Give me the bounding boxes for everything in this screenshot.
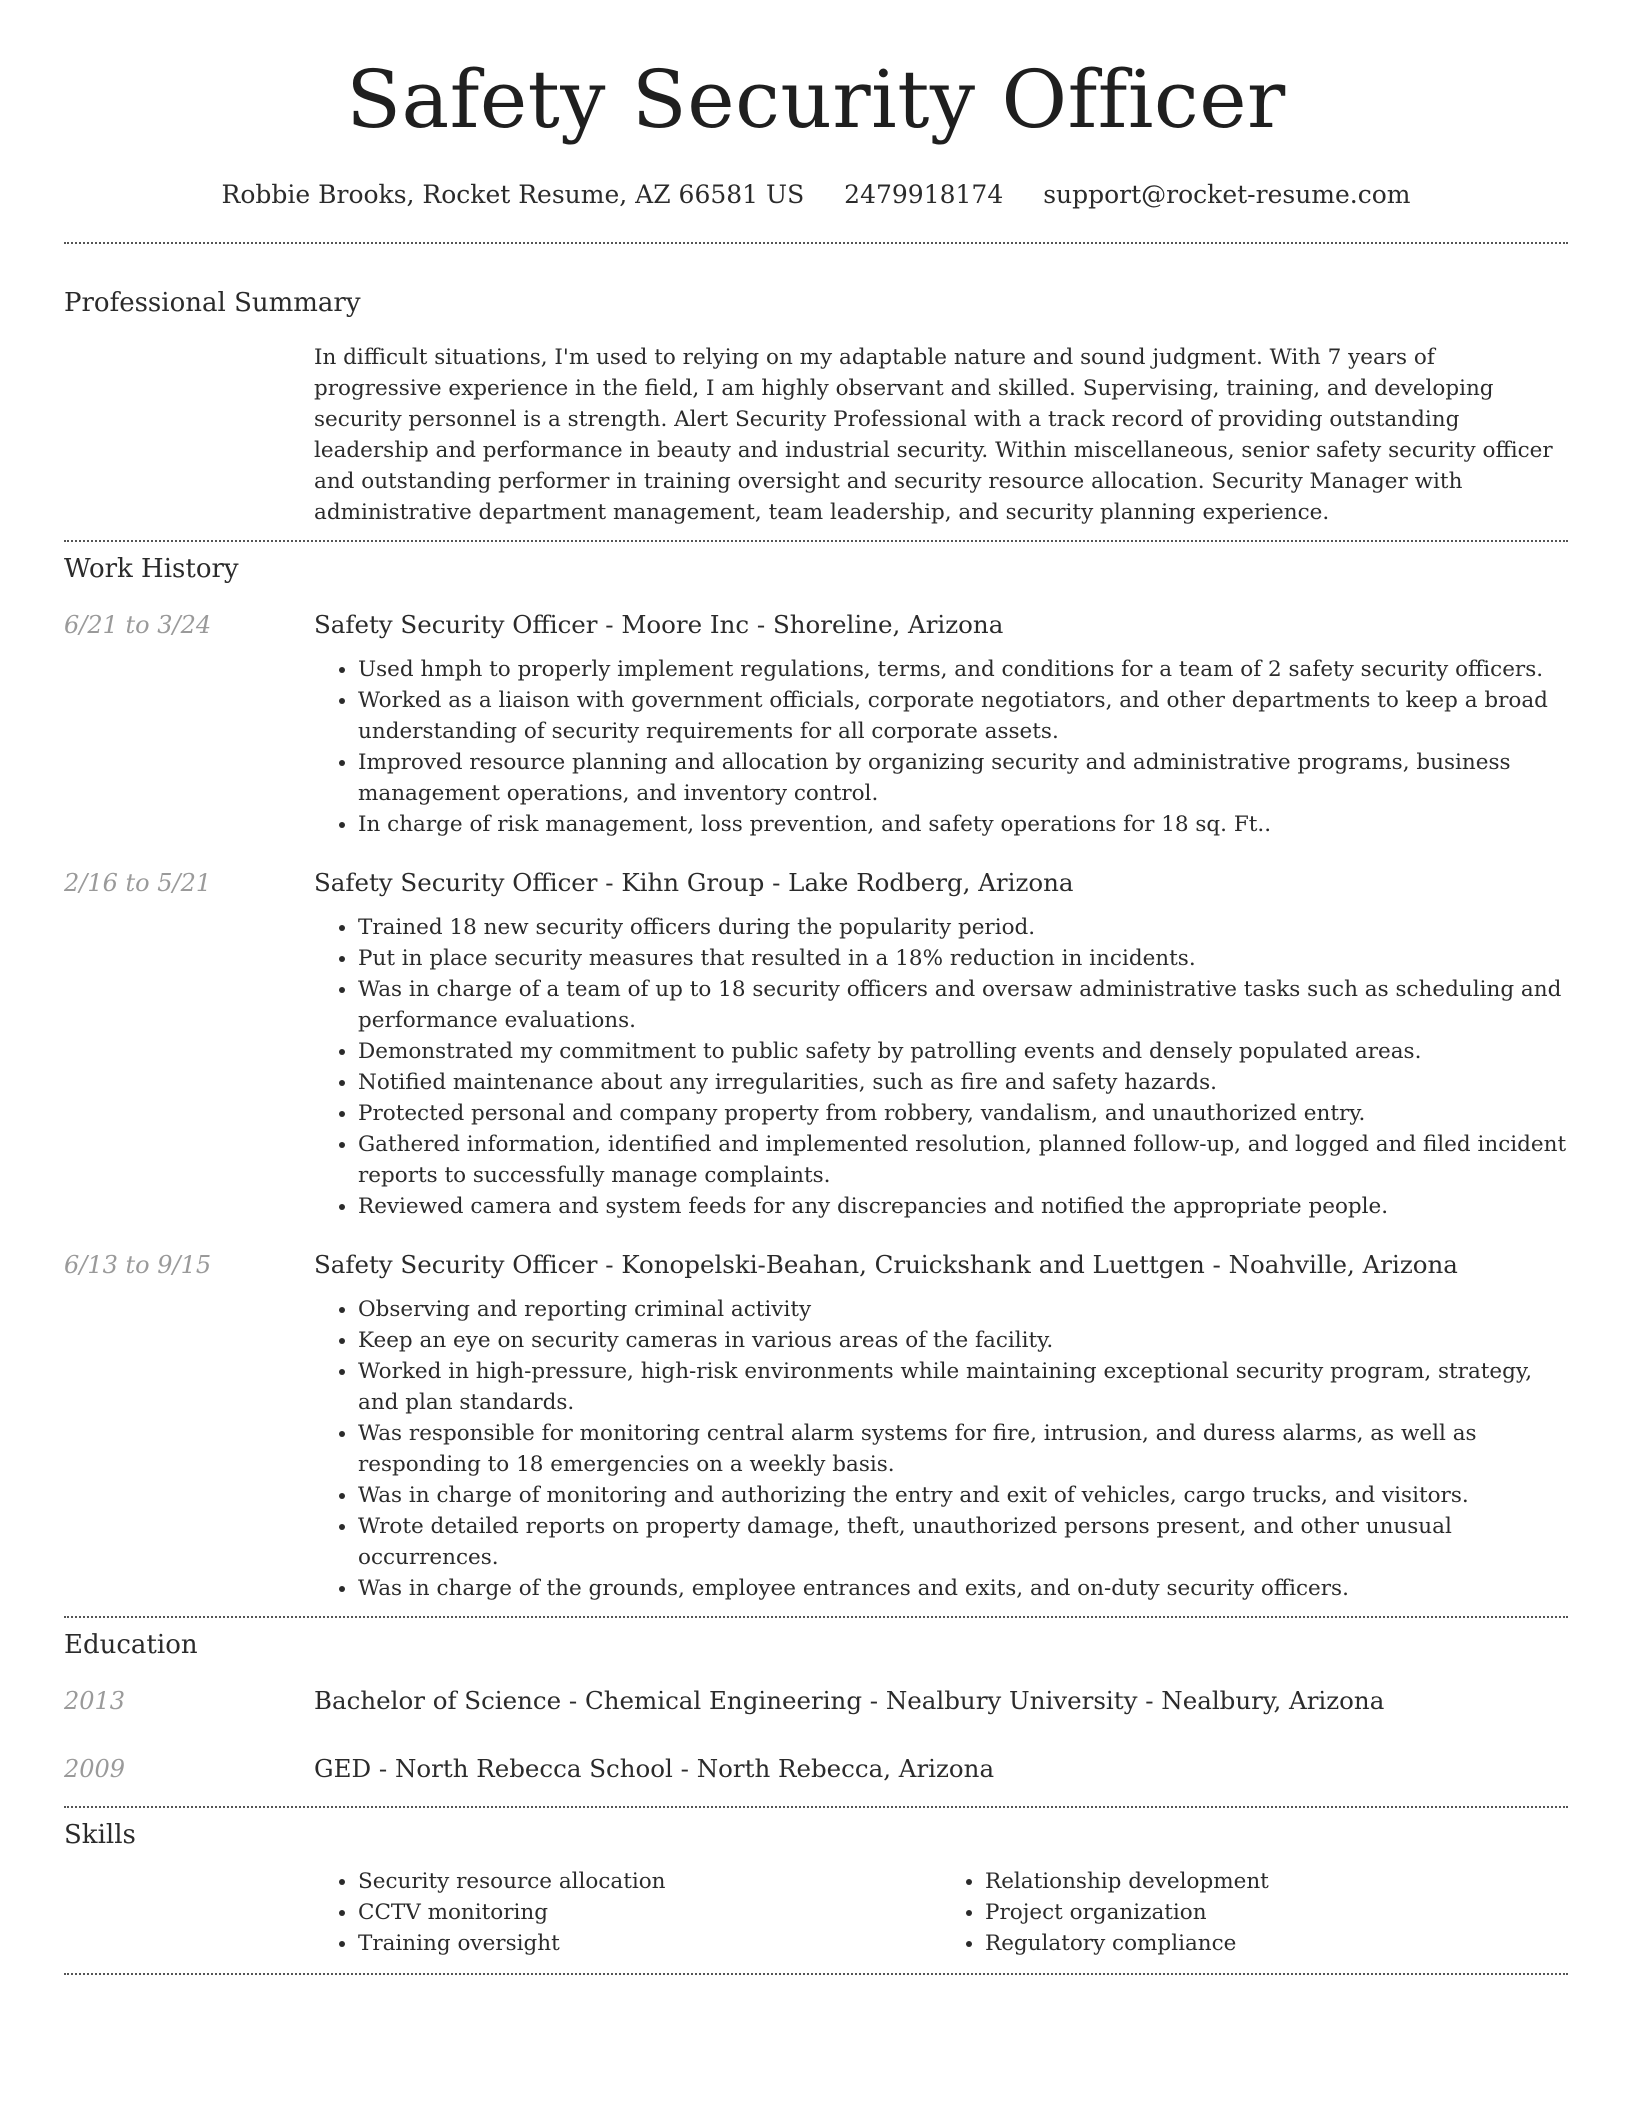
job-entry — [64, 866, 1568, 1222]
job-bullet: • Demonstrated my commitment to public safety by patrolling events and densely populated areas. — [358, 1036, 1568, 1067]
job-bullet: • Trained 18 new security officers during the popularity period. — [358, 912, 1568, 943]
resume-header — [64, 0, 1568, 212]
job-bullet: • Was in charge of monitoring and authorizing the entry and exit of vehicles, cargo trucks, and visitors. — [358, 1480, 1568, 1511]
job-bullet: • Worked as a liaison with government officials, corporate negotiators, and other departments to keep a broad understanding of security requirements for all corporate assets. — [358, 685, 1568, 747]
skills-list-right — [941, 1866, 1568, 1959]
education-year: 2009 — [64, 1755, 126, 1783]
job-bullet: • Worked in high-pressure, high-risk environments while maintaining exceptional security program, strategy, and plan standards. — [358, 1356, 1568, 1418]
skills-heading: Skills — [64, 1820, 136, 1850]
work-history-heading: Work History — [64, 554, 239, 584]
skills-section — [64, 1808, 1568, 1959]
job-dates: 6/21 to 3/24 — [64, 611, 212, 639]
job-bullet: • Reviewed camera and system feeds for any discrepancies and notified the appropriate people. — [358, 1191, 1568, 1222]
job-title: Safety Security Officer - Kihn Group - Lake Rodberg, Arizona — [314, 868, 1074, 897]
summary-heading: Professional Summary — [64, 288, 361, 318]
skills-columns — [314, 1866, 1568, 1959]
contact-email: support@rocket-resume.com — [1043, 180, 1411, 209]
job-title: Safety Security Officer - Konopelski-Beahan, Cruickshank and Luettgen - Noahville, Arizona — [314, 1250, 1458, 1279]
job-bullet: • Was in charge of the grounds, employee entrances and exits, and on-duty security officers. — [358, 1573, 1568, 1604]
resume-title: Safety Security Officer — [346, 53, 1286, 146]
job-bullet: • Protected personal and company property from robbery, vandalism, and unauthorized entry. — [358, 1098, 1568, 1129]
summary-section — [64, 244, 1568, 528]
job-bullet: • Gathered information, identified and implemented resolution, planned follow-up, and logged and filed incident reports to successfully manage complaints. — [358, 1129, 1568, 1191]
job-bullet: • Keep an eye on security cameras in various areas of the facility. — [358, 1325, 1568, 1356]
job-entry — [64, 1248, 1568, 1604]
skills-list-left — [314, 1866, 941, 1959]
summary-text: In difficult situations, I'm used to relying on my adaptable nature and sound judgment. With 7 years of progressive experience in the field, I am highly observant and skilled. Supervising, training, and developing security personnel is a strength. Alert Security Professional with a track record of providing outstanding leadership and performance in beauty and industrial security. Within miscellaneous, senior safety security officer and outstanding performer in training oversight and security resource allocation. Security Manager with administrative department management, team leadership, and security planning experience. — [314, 345, 1553, 525]
job-entry — [64, 608, 1568, 840]
job-bullet: • Was in charge of a team of up to 18 security officers and oversaw administrative tasks such as scheduling and performance evaluations. — [358, 974, 1568, 1036]
skill-item: • Training oversight — [358, 1928, 941, 1959]
job-bullet: • Used hmph to properly implement regulations, terms, and conditions for a team of 2 safety security officers. — [358, 654, 1568, 685]
work-history-section — [64, 542, 1568, 1604]
skill-item: • Relationship development — [985, 1866, 1568, 1897]
job-bullet: • Improved resource planning and allocation by organizing security and administrative programs, business management operations, and inventory control. — [358, 747, 1568, 809]
divider — [64, 1973, 1568, 1975]
skill-item: • Security resource allocation — [358, 1866, 941, 1897]
job-bullet: • Notified maintenance about any irregularities, such as fire and safety hazards. — [358, 1067, 1568, 1098]
job-bullets — [314, 1294, 1568, 1604]
job-dates: 2/16 to 5/21 — [64, 869, 212, 897]
job-bullet: • Wrote detailed reports on property damage, theft, unauthorized persons present, and other unusual occurrences. — [358, 1511, 1568, 1573]
job-dates: 6/13 to 9/15 — [64, 1251, 212, 1279]
education-year: 2013 — [64, 1687, 126, 1715]
job-bullet: • In charge of risk management, loss prevention, and safety operations for 18 sq. Ft.. — [358, 809, 1568, 840]
skill-item: • CCTV monitoring — [358, 1897, 941, 1928]
education-section — [64, 1618, 1568, 1786]
contact-line — [64, 178, 1568, 212]
job-bullet: • Was responsible for monitoring central alarm systems for fire, intrusion, and duress alarms, as well as responding to 18 emergencies on a weekly basis. — [358, 1418, 1568, 1480]
contact-phone: 2479918174 — [844, 180, 1004, 209]
education-entry — [64, 1752, 1568, 1786]
job-bullets — [314, 654, 1568, 840]
skill-item: • Regulatory compliance — [985, 1928, 1568, 1959]
education-degree: Bachelor of Science - Chemical Engineering - Nealbury University - Nealbury, Arizona — [314, 1686, 1385, 1715]
education-degree: GED - North Rebecca School - North Rebecca, Arizona — [314, 1754, 995, 1783]
contact-address: Robbie Brooks, Rocket Resume, AZ 66581 US — [221, 180, 805, 209]
resume-page — [64, 0, 1568, 1975]
job-title: Safety Security Officer - Moore Inc - Shoreline, Arizona — [314, 610, 1004, 639]
education-heading: Education — [64, 1630, 198, 1660]
education-entry — [64, 1684, 1568, 1718]
skill-item: • Project organization — [985, 1897, 1568, 1928]
job-bullet: • Put in place security measures that resulted in a 18% reduction in incidents. — [358, 943, 1568, 974]
job-bullets — [314, 912, 1568, 1222]
job-bullet: • Observing and reporting criminal activity — [358, 1294, 1568, 1325]
